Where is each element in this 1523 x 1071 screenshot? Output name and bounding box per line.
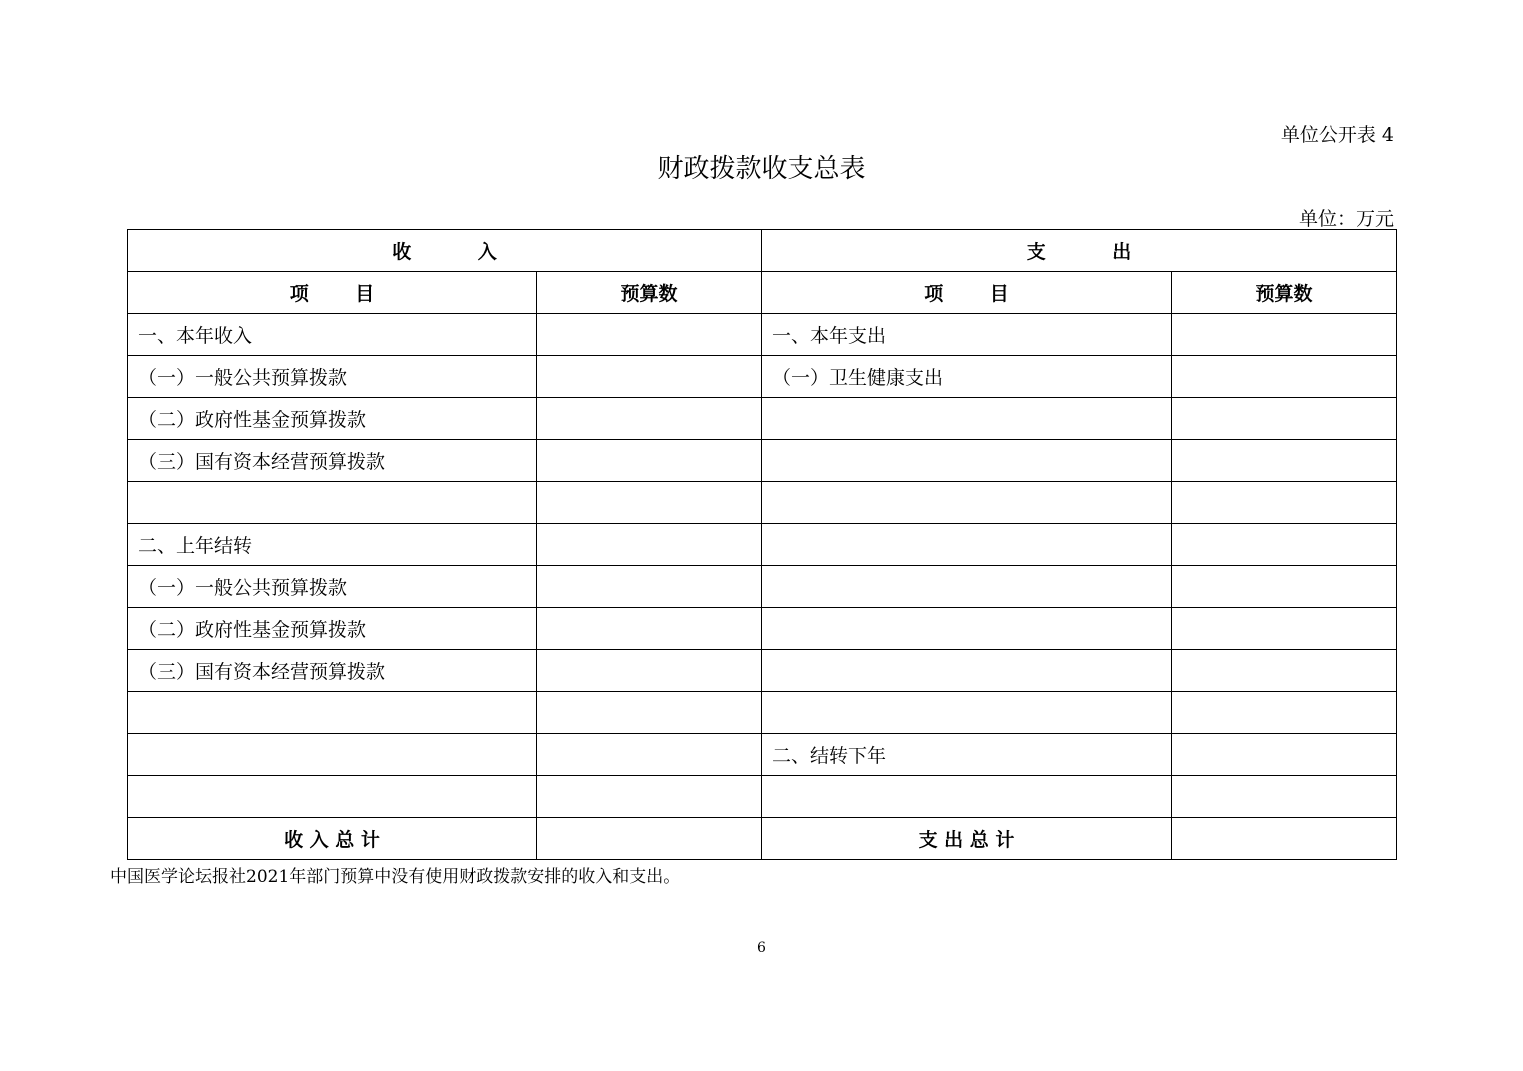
expense-item xyxy=(762,440,1172,482)
income-value xyxy=(537,314,762,356)
income-value xyxy=(537,440,762,482)
income-total-label: 收 入 总 计 xyxy=(128,818,537,860)
income-budget-header: 预算数 xyxy=(537,272,762,314)
income-item: （一）一般公共预算拨款 xyxy=(128,566,537,608)
expense-value xyxy=(1172,440,1397,482)
expense-value xyxy=(1172,482,1397,524)
expense-item xyxy=(762,776,1172,818)
income-item: （二）政府性基金预算拨款 xyxy=(128,608,537,650)
expense-item xyxy=(762,566,1172,608)
income-header: 收 入 xyxy=(128,230,762,272)
table-row xyxy=(128,608,1397,650)
table-row xyxy=(128,314,1397,356)
expense-value xyxy=(1172,692,1397,734)
page-title: 财政拨款收支总表 xyxy=(657,154,866,184)
table-row xyxy=(128,566,1397,608)
expense-item: 二、结转下年 xyxy=(762,734,1172,776)
income-value xyxy=(537,482,762,524)
expense-item-header: 项 目 xyxy=(762,272,1172,314)
expense-value xyxy=(1172,314,1397,356)
income-value xyxy=(537,776,762,818)
income-item: （二）政府性基金预算拨款 xyxy=(128,398,537,440)
income-item: （一）一般公共预算拨款 xyxy=(128,356,537,398)
expense-budget-header: 预算数 xyxy=(1172,272,1397,314)
expense-value xyxy=(1172,734,1397,776)
budget-table xyxy=(127,229,1397,860)
expense-item: （一）卫生健康支出 xyxy=(762,356,1172,398)
income-item xyxy=(128,482,537,524)
income-value xyxy=(537,734,762,776)
income-value xyxy=(537,356,762,398)
income-item: （三）国有资本经营预算拨款 xyxy=(128,650,537,692)
table-row xyxy=(128,440,1397,482)
expense-item xyxy=(762,608,1172,650)
income-value xyxy=(537,566,762,608)
table-row xyxy=(128,524,1397,566)
income-item-header: 项 目 xyxy=(128,272,537,314)
section-header-row xyxy=(128,230,1397,272)
expense-item xyxy=(762,524,1172,566)
table-row xyxy=(128,650,1397,692)
expense-total-value xyxy=(1172,818,1397,860)
expense-total-label: 支 出 总 计 xyxy=(762,818,1172,860)
total-row xyxy=(128,818,1397,860)
income-value xyxy=(537,398,762,440)
expense-value xyxy=(1172,524,1397,566)
budget-table-body xyxy=(128,230,1397,860)
table-number: 单位公开表 4 xyxy=(1280,124,1394,146)
table-row xyxy=(128,692,1397,734)
income-value xyxy=(537,524,762,566)
expense-item xyxy=(762,398,1172,440)
expense-value xyxy=(1172,608,1397,650)
expense-value xyxy=(1172,650,1397,692)
expense-value xyxy=(1172,776,1397,818)
income-item: 二、上年结转 xyxy=(128,524,537,566)
page-number: 6 xyxy=(757,940,766,956)
income-value xyxy=(537,692,762,734)
expense-value xyxy=(1172,356,1397,398)
income-total-value xyxy=(537,818,762,860)
expense-item: 一、本年支出 xyxy=(762,314,1172,356)
income-item xyxy=(128,734,537,776)
income-item: 一、本年收入 xyxy=(128,314,537,356)
expense-item xyxy=(762,482,1172,524)
footnote: 中国医学论坛报社2021年部门预算中没有使用财政拨款安排的收入和支出。 xyxy=(110,867,681,887)
expense-item xyxy=(762,650,1172,692)
column-header-row xyxy=(128,272,1397,314)
income-item: （三）国有资本经营预算拨款 xyxy=(128,440,537,482)
table-row xyxy=(128,356,1397,398)
income-item xyxy=(128,692,537,734)
income-value xyxy=(537,650,762,692)
unit-label: 单位：万元 xyxy=(1298,208,1394,230)
income-item xyxy=(128,776,537,818)
expense-value xyxy=(1172,566,1397,608)
income-value xyxy=(537,608,762,650)
table-row xyxy=(128,398,1397,440)
table-row xyxy=(128,482,1397,524)
expense-item xyxy=(762,692,1172,734)
table-row xyxy=(128,776,1397,818)
table-row xyxy=(128,734,1397,776)
expense-value xyxy=(1172,398,1397,440)
expense-header: 支 出 xyxy=(762,230,1397,272)
